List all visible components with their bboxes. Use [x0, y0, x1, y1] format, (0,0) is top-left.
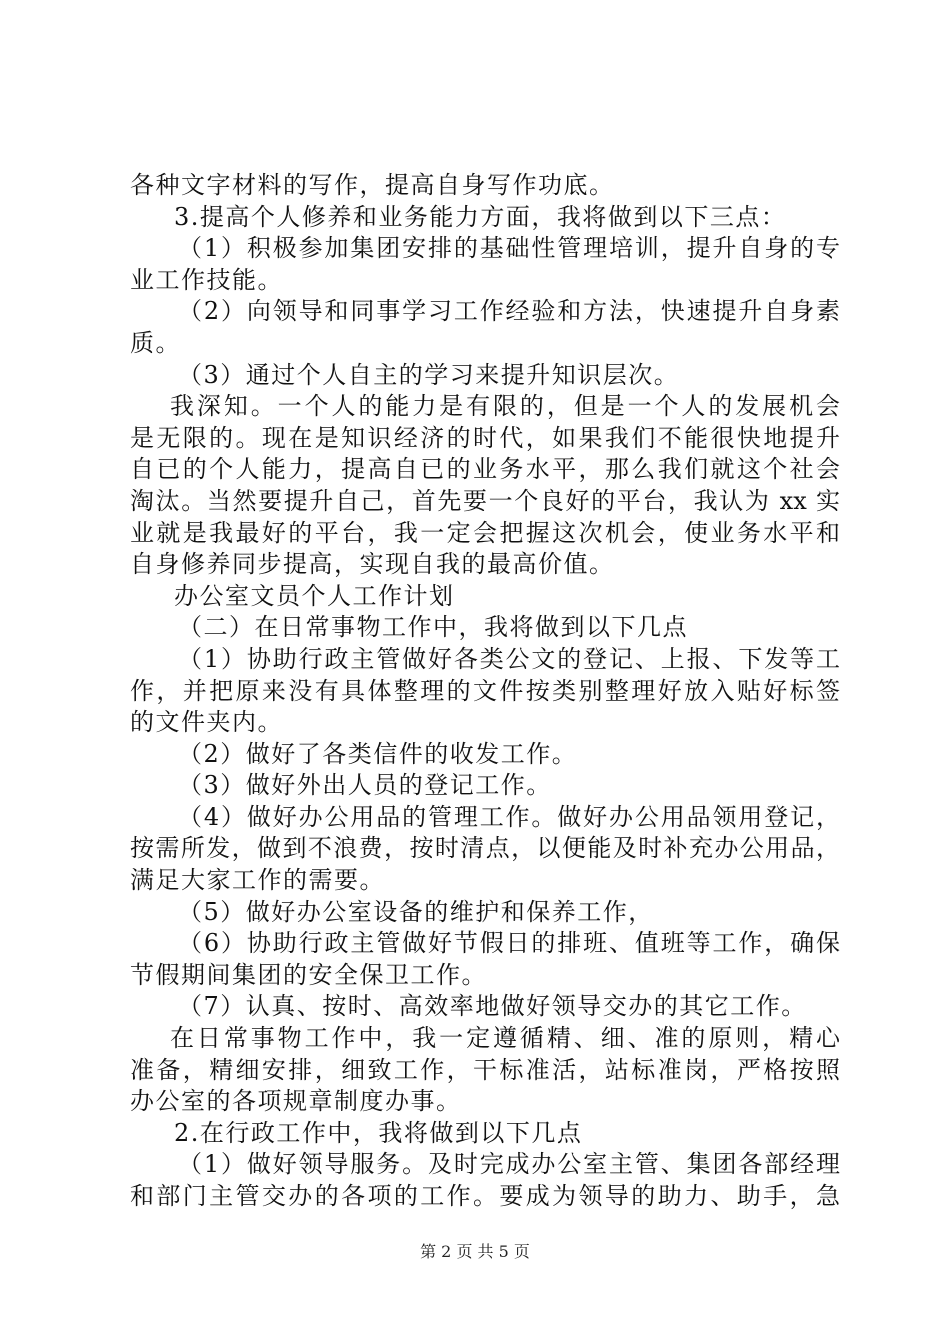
text-line: 3.提高个人修养和业务能力方面，我将做到以下三点： — [174, 202, 787, 231]
text-line: 的文件夹内。 — [130, 708, 283, 737]
text-line: 在日常事物工作中，我一定遵循精、细、准的原则，精心 — [170, 1024, 840, 1053]
page-footer: 第 2 页 共 5 页 — [420, 1242, 530, 1261]
text-line: （3）做好外出人员的登记工作。 — [178, 771, 552, 800]
text-line: 自身修养同步提高，实现自我的最高价值。 — [130, 550, 615, 579]
text-line: （4）做好办公用品的管理工作。做好办公用品领用登记， — [178, 802, 840, 831]
text-line: 淘汰。当然要提升自己，首先要一个良好的平台，我认为 xx 实 — [130, 486, 840, 515]
text-line: 办公室的各项规章制度办事。 — [130, 1087, 462, 1116]
text-line: （1）协助行政主管做好各类公文的登记、上报、下发等工 — [178, 644, 840, 673]
text-line: （5）做好办公室设备的维护和保养工作， — [178, 897, 654, 926]
text-line: （6）协助行政主管做好节假日的排班、值班等工作，确保 — [178, 929, 840, 958]
text-line: 2.在行政工作中，我将做到以下几点 — [174, 1118, 583, 1147]
text-line: 作，并把原来没有具体整理的文件按类别整理好放入贴好标签 — [130, 676, 840, 705]
document-body — [130, 170, 840, 1213]
text-line: 节假期间集团的安全保卫工作。 — [130, 960, 487, 989]
text-line: 办公室文员个人工作计划 — [174, 581, 455, 610]
text-line: 满足大家工作的需要。 — [130, 866, 385, 895]
text-line: 自已的个人能力，提高自已的业务水平，那么我们就这个社会 — [130, 455, 840, 484]
text-line: （2）做好了各类信件的收发工作。 — [178, 739, 578, 768]
text-line: （二）在日常事物工作中，我将做到以下几点 — [178, 613, 688, 642]
text-line: 和部门主管交办的各项的工作。要成为领导的助力、助手，急 — [130, 1182, 840, 1210]
text-line: （1）积极参加集团安排的基础性管理培训，提升自身的专 — [178, 234, 840, 263]
text-line: 业就是我最好的平台，我一定会把握这次机会，使业务水平和 — [130, 518, 840, 547]
text-line: 业工作技能。 — [130, 265, 283, 294]
text-line: 是无限的。现在是知识经济的时代，如果我们不能很快地提升 — [130, 423, 840, 452]
text-line: （2）向领导和同事学习工作经验和方法，快速提升自身素 — [178, 297, 840, 326]
text-line: 各种文字材料的写作，提高自身写作功底。 — [130, 171, 615, 199]
text-line: 准备，精细安排，细致工作，干标准活，站标准岗，严格按照 — [130, 1055, 840, 1084]
text-line: 按需所发，做到不浪费，按时清点，以便能及时补充办公用品， — [130, 834, 840, 863]
text-line: （7）认真、按时、高效率地做好领导交办的其它工作。 — [178, 992, 807, 1021]
text-line: 我深知。一个人的能力是有限的，但是一个人的发展机会 — [170, 392, 840, 421]
text-line: （1）做好领导服务。及时完成办公室主管、集团各部经理 — [178, 1150, 840, 1179]
text-line: （3）通过个人自主的学习来提升知识层次。 — [178, 360, 680, 389]
text-line: 质。 — [130, 328, 181, 357]
